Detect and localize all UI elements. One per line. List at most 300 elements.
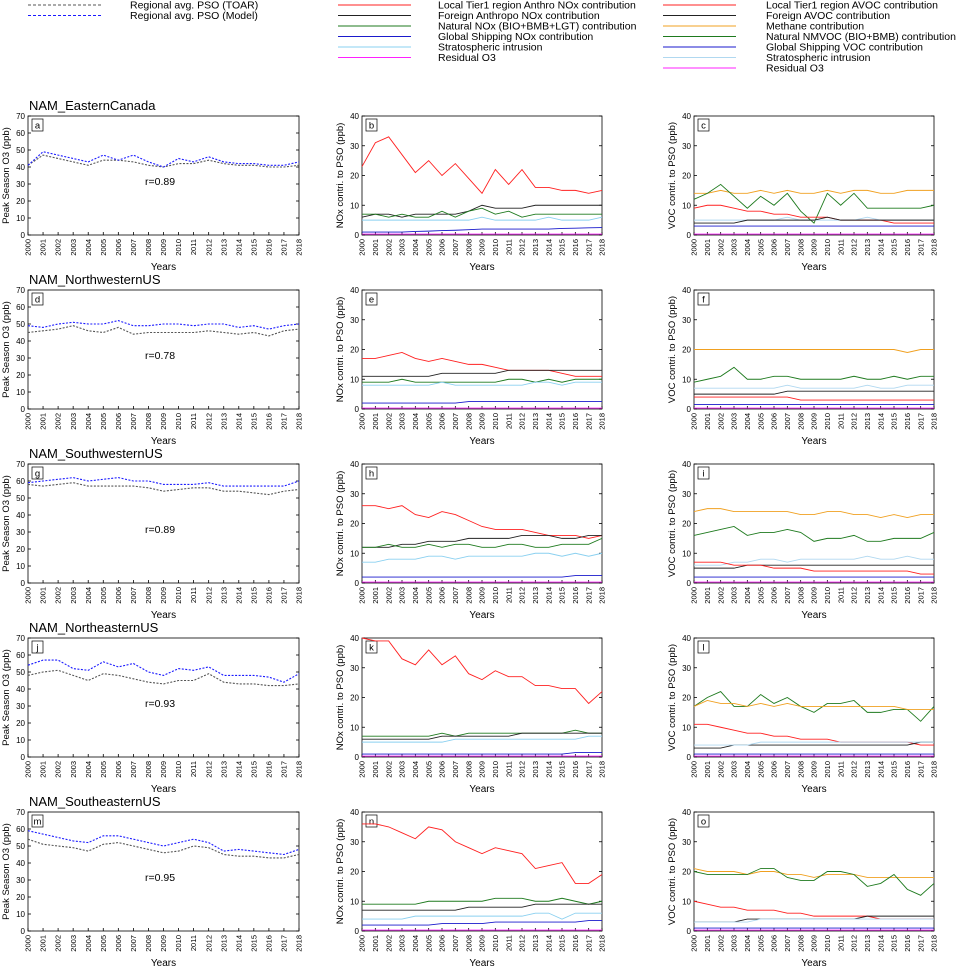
- x-tick-label: 2002: [716, 587, 726, 604]
- y-axis-label: NOx contri. to PSO (ppb): [335, 470, 346, 577]
- x-tick-label: 2010: [490, 239, 500, 256]
- x-tick-label: 2014: [234, 239, 244, 256]
- panel-letter: i: [702, 468, 705, 480]
- x-tick-label: 2006: [437, 413, 447, 430]
- x-tick-label: 2008: [144, 587, 154, 604]
- y-tick-label: 10: [16, 910, 25, 919]
- x-tick-label: 2001: [38, 413, 48, 430]
- x-tick-label: 2009: [809, 935, 819, 952]
- x-tick-label: 2009: [809, 239, 819, 256]
- legend-label: Stratospheric intrusion: [766, 52, 871, 64]
- x-tick-label: 2012: [517, 239, 527, 256]
- x-tick-label: 2014: [234, 587, 244, 604]
- legend-label: Residual O3: [438, 52, 496, 64]
- series-line: [362, 898, 602, 904]
- y-tick-label: 10: [16, 388, 25, 397]
- panel-l: [667, 634, 939, 795]
- y-tick-label: 40: [682, 460, 691, 469]
- x-tick-label: 2009: [159, 935, 169, 952]
- correlation-label: r=0.78: [145, 350, 176, 362]
- x-tick-label: 2009: [159, 239, 169, 256]
- x-tick-label: 2012: [517, 587, 527, 604]
- x-tick-label: 2010: [174, 761, 184, 778]
- x-axis-label: Years: [801, 262, 827, 273]
- y-tick-label: 10: [350, 723, 359, 733]
- x-tick-label: 2015: [889, 935, 899, 952]
- y-tick-label: 50: [16, 668, 25, 677]
- series-line: [28, 321, 299, 330]
- x-tick-label: 2006: [113, 935, 123, 952]
- y-tick-label: 10: [350, 375, 359, 385]
- y-tick-label: 60: [16, 303, 25, 312]
- x-tick-label: 2016: [570, 935, 580, 952]
- x-tick-label: 2005: [98, 935, 108, 952]
- y-axis-label: VOC contri. to PSO (ppb): [667, 121, 678, 230]
- x-tick-label: 2003: [397, 413, 407, 430]
- series-line: [694, 919, 934, 922]
- x-tick-label: 2004: [410, 761, 420, 778]
- x-tick-label: 2012: [204, 413, 214, 430]
- x-tick-label: 2003: [68, 761, 78, 778]
- x-tick-label: 2018: [597, 413, 607, 430]
- y-tick-label: 40: [682, 112, 691, 121]
- correlation-label: r=0.95: [145, 872, 176, 884]
- y-tick-label: 30: [16, 180, 25, 189]
- panel-b: [335, 112, 607, 273]
- panel-letter: m: [33, 816, 42, 828]
- region-title: NAM_NortheasternUS: [29, 620, 159, 635]
- x-tick-label: 2017: [279, 761, 289, 778]
- x-tick-label: 2005: [424, 413, 434, 430]
- y-tick-label: 50: [16, 146, 25, 155]
- x-tick-label: 2002: [384, 935, 394, 952]
- y-tick-label: 70: [16, 112, 25, 121]
- y-tick-label: 40: [350, 808, 359, 817]
- x-tick-label: 2011: [836, 239, 846, 256]
- x-tick-label: 2011: [504, 238, 514, 256]
- x-tick-label: 2012: [204, 935, 214, 952]
- panel-letter: b: [368, 120, 375, 132]
- y-axis-label: NOx contri. to PSO (ppb): [335, 644, 346, 751]
- series-line: [362, 824, 602, 884]
- x-tick-label: 2010: [822, 239, 832, 256]
- x-tick-label: 2015: [557, 935, 567, 952]
- y-tick-label: 20: [682, 519, 691, 529]
- x-tick-label: 2014: [876, 413, 886, 430]
- y-tick-label: 30: [682, 489, 691, 499]
- x-tick-label: 2014: [876, 239, 886, 256]
- x-tick-label: 2000: [23, 935, 33, 952]
- x-tick-label: 2004: [83, 935, 93, 952]
- panel-letter: o: [700, 816, 707, 828]
- x-tick-label: 2001: [38, 761, 48, 778]
- y-axis-label: VOC contri. to PSO (ppb): [667, 295, 678, 404]
- x-tick-label: 2006: [113, 587, 123, 604]
- x-tick-label: 2010: [822, 587, 832, 604]
- y-axis-label: Peak Season O3 (ppb): [1, 823, 12, 920]
- x-tick-label: 2007: [782, 413, 792, 430]
- x-tick-label: 2000: [689, 935, 699, 952]
- series-line: [362, 576, 602, 577]
- x-tick-label: 2003: [68, 587, 78, 604]
- y-tick-label: 0: [686, 231, 691, 240]
- y-axis-label: NOx contri. to PSO (ppb): [335, 296, 346, 403]
- series-line: [694, 869, 934, 896]
- x-tick-label: 2003: [397, 239, 407, 256]
- x-tick-label: 2009: [477, 761, 487, 778]
- x-tick-label: 2007: [782, 587, 792, 604]
- x-tick-label: 2002: [716, 761, 726, 778]
- x-tick-label: 2002: [384, 239, 394, 256]
- panel-a: [1, 112, 304, 273]
- x-tick-label: 2017: [916, 413, 926, 430]
- y-axis-label: Peak Season O3 (ppb): [1, 127, 12, 224]
- x-tick-label: 2005: [424, 935, 434, 952]
- y-tick-label: 0: [686, 405, 691, 414]
- y-tick-label: 30: [16, 528, 25, 537]
- y-tick-label: 30: [350, 837, 359, 847]
- x-tick-label: 2018: [294, 413, 304, 430]
- x-tick-label: 2011: [189, 239, 199, 256]
- x-tick-label: 2015: [557, 761, 567, 778]
- x-tick-label: 2014: [544, 587, 554, 604]
- x-tick-label: 2000: [689, 239, 699, 256]
- x-tick-label: 2018: [929, 413, 939, 430]
- series-line: [362, 538, 602, 547]
- x-tick-label: 2001: [702, 935, 712, 952]
- x-tick-label: 2003: [68, 413, 78, 430]
- x-tick-label: 2017: [584, 935, 594, 952]
- x-tick-label: 2014: [544, 935, 554, 952]
- x-tick-label: 2004: [410, 935, 420, 952]
- x-tick-label: 2012: [849, 239, 859, 256]
- x-tick-label: 2010: [822, 935, 832, 952]
- x-tick-label: 2016: [902, 761, 912, 778]
- x-tick-label: 2000: [689, 587, 699, 604]
- y-tick-label: 30: [682, 315, 691, 325]
- panel-letter: g: [34, 468, 41, 480]
- y-tick-label: 60: [16, 825, 25, 834]
- x-tick-label: 2015: [557, 413, 567, 430]
- x-tick-label: 2009: [477, 935, 487, 952]
- x-tick-label: 2002: [53, 587, 63, 604]
- x-tick-label: 2001: [370, 413, 380, 430]
- y-tick-label: 20: [682, 867, 691, 877]
- x-tick-label: 2015: [889, 761, 899, 778]
- x-tick-label: 2008: [144, 239, 154, 256]
- series-line: [362, 352, 602, 376]
- y-tick-label: 10: [16, 736, 25, 745]
- x-tick-label: 2004: [410, 587, 420, 604]
- y-tick-label: 40: [682, 286, 691, 295]
- y-tick-label: 30: [350, 141, 359, 151]
- x-tick-label: 2008: [796, 587, 806, 604]
- x-tick-label: 2013: [219, 587, 229, 604]
- x-tick-label: 2018: [294, 761, 304, 778]
- y-tick-label: 10: [16, 562, 25, 571]
- x-tick-label: 2011: [189, 761, 199, 778]
- x-tick-label: 2008: [144, 413, 154, 430]
- x-tick-label: 2011: [504, 935, 514, 952]
- series-line: [694, 869, 934, 878]
- x-tick-label: 2008: [796, 761, 806, 778]
- y-tick-label: 20: [350, 693, 359, 703]
- x-tick-label: 2000: [357, 413, 367, 430]
- x-tick-label: 2000: [357, 935, 367, 952]
- x-tick-label: 2005: [424, 587, 434, 604]
- y-axis-label: VOC contri. to PSO (ppb): [667, 469, 678, 578]
- x-tick-label: 2003: [729, 413, 739, 430]
- y-tick-label: 20: [16, 545, 25, 554]
- series-line: [694, 565, 934, 568]
- x-tick-label: 2004: [742, 239, 752, 256]
- x-tick-label: 2011: [504, 761, 514, 778]
- x-tick-label: 2011: [504, 412, 514, 430]
- x-tick-label: 2012: [517, 935, 527, 952]
- x-tick-label: 2002: [53, 239, 63, 256]
- plot-frame: [362, 812, 602, 931]
- x-tick-label: 2006: [113, 761, 123, 778]
- y-tick-label: 0: [20, 927, 25, 936]
- y-tick-label: 30: [16, 354, 25, 363]
- x-axis-label: Years: [469, 436, 495, 447]
- x-tick-label: 2003: [729, 587, 739, 604]
- y-tick-label: 20: [16, 719, 25, 728]
- x-axis-label: Years: [150, 610, 177, 621]
- series-line: [362, 921, 602, 925]
- x-tick-label: 2008: [796, 239, 806, 256]
- x-tick-label: 2003: [68, 239, 78, 256]
- panel-n: [335, 808, 607, 967]
- x-tick-label: 2006: [113, 239, 123, 256]
- x-tick-label: 2013: [530, 935, 540, 952]
- x-tick-label: 2000: [23, 761, 33, 778]
- legend-label: Global Shipping NOx contribution: [438, 31, 594, 43]
- series-line: [694, 385, 934, 388]
- x-tick-label: 2001: [370, 239, 380, 256]
- series-line: [28, 152, 299, 167]
- x-tick-label: 2014: [234, 761, 244, 778]
- y-tick-label: 20: [16, 197, 25, 206]
- x-tick-label: 2011: [836, 935, 846, 952]
- correlation-label: r=0.89: [145, 176, 176, 188]
- y-tick-label: 20: [682, 345, 691, 355]
- x-tick-label: 2017: [584, 413, 594, 430]
- x-axis-label: Years: [801, 784, 827, 795]
- x-tick-label: 2005: [98, 413, 108, 430]
- x-tick-label: 2017: [916, 935, 926, 952]
- x-tick-label: 2015: [249, 587, 259, 604]
- x-tick-label: 2011: [836, 761, 846, 778]
- x-tick-label: 2013: [862, 761, 872, 778]
- x-tick-label: 2008: [796, 935, 806, 952]
- x-tick-label: 2018: [294, 935, 304, 952]
- x-tick-label: 2015: [557, 587, 567, 604]
- y-tick-label: 0: [20, 231, 25, 240]
- x-tick-label: 2011: [836, 413, 846, 430]
- x-tick-label: 2013: [219, 239, 229, 256]
- x-tick-label: 2001: [702, 413, 712, 430]
- x-tick-label: 2008: [464, 587, 474, 604]
- x-tick-label: 2010: [822, 761, 832, 778]
- panel-e: [335, 286, 607, 447]
- x-tick-label: 2015: [889, 587, 899, 604]
- x-tick-label: 2016: [902, 935, 912, 952]
- x-tick-label: 2013: [219, 413, 229, 430]
- x-tick-label: 2001: [38, 587, 48, 604]
- panel-letter: f: [702, 294, 705, 306]
- x-tick-label: 2014: [544, 413, 554, 430]
- x-tick-label: 2009: [809, 587, 819, 604]
- series-line: [28, 478, 299, 487]
- x-tick-label: 2016: [264, 413, 274, 430]
- x-tick-label: 2007: [129, 587, 139, 604]
- correlation-label: r=0.93: [145, 698, 176, 710]
- x-tick-label: 2012: [517, 761, 527, 778]
- y-tick-label: 0: [20, 405, 25, 414]
- x-tick-label: 2018: [597, 239, 607, 256]
- legend-label: Foreign AVOC contribution: [766, 10, 891, 22]
- x-axis-label: Years: [801, 610, 827, 621]
- x-tick-label: 2018: [294, 239, 304, 256]
- x-tick-label: 2007: [129, 413, 139, 430]
- x-tick-label: 2006: [769, 239, 779, 256]
- panel-o: [667, 808, 939, 967]
- panel-d: [1, 286, 304, 447]
- y-tick-label: 20: [16, 371, 25, 380]
- x-tick-label: 2000: [357, 761, 367, 778]
- panel-letter: a: [34, 120, 41, 132]
- x-tick-label: 2006: [437, 761, 447, 778]
- y-tick-label: 20: [350, 867, 359, 877]
- y-tick-label: 50: [16, 494, 25, 503]
- y-tick-label: 40: [16, 163, 25, 172]
- panel-letter: l: [702, 642, 705, 654]
- x-tick-label: 2002: [53, 761, 63, 778]
- x-tick-label: 2015: [249, 238, 259, 256]
- x-tick-label: 2016: [902, 587, 912, 604]
- x-tick-label: 2002: [716, 239, 726, 256]
- x-tick-label: 2014: [876, 587, 886, 604]
- x-tick-label: 2002: [384, 587, 394, 604]
- y-tick-label: 0: [20, 579, 25, 588]
- panel-h: [335, 460, 607, 621]
- x-tick-label: 2014: [234, 935, 244, 952]
- y-tick-label: 70: [16, 634, 25, 643]
- x-tick-label: 2014: [876, 761, 886, 778]
- x-tick-label: 2015: [249, 413, 259, 430]
- x-tick-label: 2010: [490, 935, 500, 952]
- x-tick-label: 2015: [557, 239, 567, 256]
- panel-i: [667, 460, 939, 621]
- y-tick-label: 0: [20, 753, 25, 762]
- x-tick-label: 2012: [517, 413, 527, 430]
- series-line: [362, 506, 602, 539]
- x-tick-label: 2018: [294, 587, 304, 604]
- y-tick-label: 40: [16, 511, 25, 520]
- x-tick-label: 2017: [279, 935, 289, 952]
- y-tick-label: 60: [16, 477, 25, 486]
- x-tick-label: 2001: [702, 587, 712, 604]
- x-tick-label: 2007: [129, 239, 139, 256]
- x-tick-label: 2014: [544, 239, 554, 256]
- panel-letter: j: [36, 642, 39, 654]
- series-line: [362, 553, 602, 562]
- panel-k: [335, 634, 607, 795]
- x-axis-label: Years: [801, 436, 827, 447]
- y-tick-label: 0: [354, 927, 359, 936]
- legend-pso: [28, 0, 258, 22]
- x-tick-label: 2010: [822, 413, 832, 430]
- x-tick-label: 2017: [916, 587, 926, 604]
- x-axis-label: Years: [469, 610, 495, 621]
- panel-g: [1, 460, 304, 621]
- x-axis-label: Years: [469, 262, 495, 273]
- x-tick-label: 2017: [279, 587, 289, 604]
- x-tick-label: 2004: [83, 587, 93, 604]
- x-tick-label: 2004: [742, 761, 752, 778]
- y-tick-label: 0: [354, 231, 359, 240]
- x-tick-label: 2007: [129, 935, 139, 952]
- x-tick-label: 2011: [504, 587, 514, 604]
- x-tick-label: 2013: [530, 239, 540, 256]
- x-tick-label: 2018: [929, 587, 939, 604]
- x-tick-label: 2003: [729, 761, 739, 778]
- y-tick-label: 10: [682, 375, 691, 385]
- x-axis-label: Years: [150, 784, 177, 795]
- x-tick-label: 2007: [450, 413, 460, 430]
- x-axis-label: Years: [150, 262, 177, 273]
- x-tick-label: 2010: [174, 239, 184, 256]
- series-line: [28, 839, 299, 858]
- y-axis-label: Peak Season O3 (ppb): [1, 475, 12, 572]
- x-tick-label: 2004: [742, 587, 752, 604]
- x-tick-label: 2017: [279, 413, 289, 430]
- y-tick-label: 30: [350, 489, 359, 499]
- x-tick-label: 2016: [902, 413, 912, 430]
- x-tick-label: 2002: [716, 935, 726, 952]
- x-tick-label: 2004: [410, 413, 420, 430]
- x-tick-label: 2016: [902, 239, 912, 256]
- series-line: [28, 670, 299, 685]
- y-tick-label: 50: [16, 320, 25, 329]
- x-tick-label: 2006: [769, 935, 779, 952]
- x-tick-label: 2007: [129, 761, 139, 778]
- y-tick-label: 10: [350, 201, 359, 211]
- y-tick-label: 30: [682, 141, 691, 151]
- x-tick-label: 2001: [370, 761, 380, 778]
- panel-letter: e: [368, 294, 375, 306]
- x-tick-label: 2013: [862, 935, 872, 952]
- series-line: [28, 660, 299, 682]
- region-title: NAM_SouthwesternUS: [29, 446, 163, 461]
- plot-frame: [362, 464, 602, 583]
- x-axis-label: Years: [469, 784, 495, 795]
- x-tick-label: 2004: [742, 935, 752, 952]
- x-axis-label: Years: [469, 958, 495, 967]
- legend-label: Regional avg. PSO (TOAR): [130, 0, 259, 12]
- x-tick-label: 2007: [782, 239, 792, 256]
- panel-letter: d: [34, 294, 41, 306]
- x-tick-label: 2001: [370, 587, 380, 604]
- x-axis-label: Years: [150, 436, 177, 447]
- panel-j: [1, 634, 304, 795]
- x-tick-label: 2005: [756, 239, 766, 256]
- x-tick-label: 2016: [264, 239, 274, 256]
- x-tick-label: 2003: [729, 239, 739, 256]
- x-tick-label: 2003: [729, 935, 739, 952]
- x-tick-label: 2000: [23, 587, 33, 604]
